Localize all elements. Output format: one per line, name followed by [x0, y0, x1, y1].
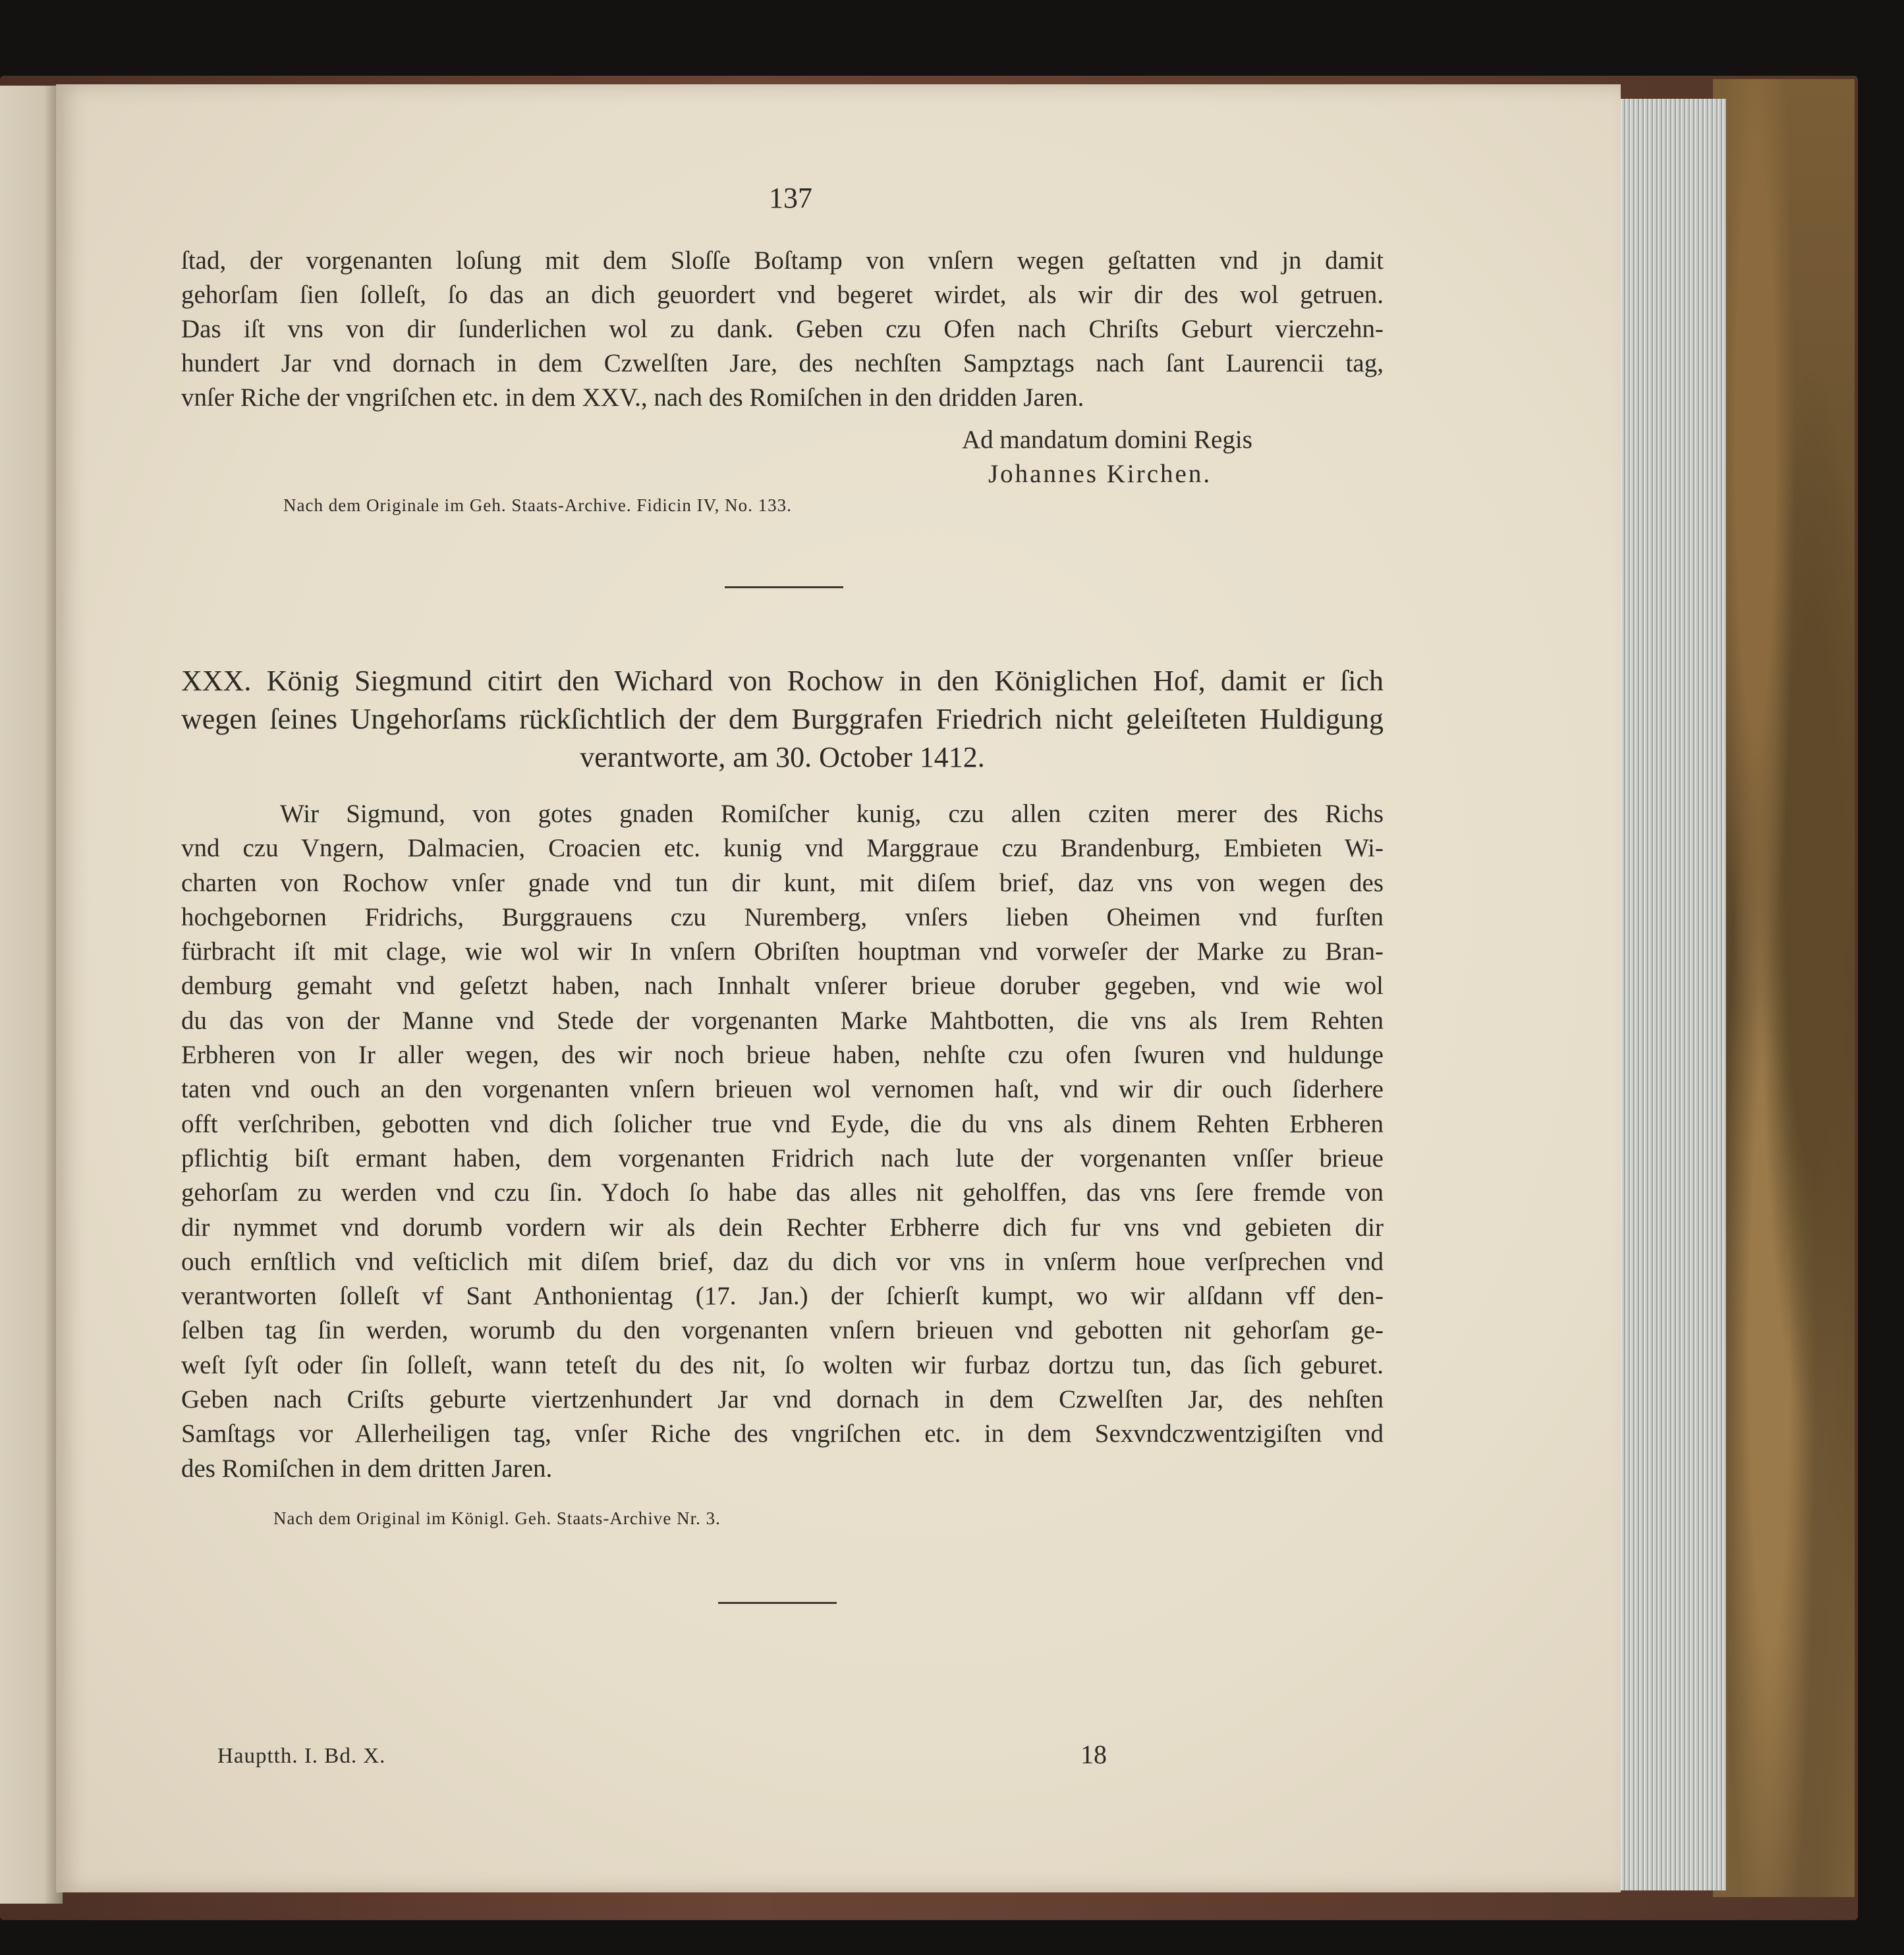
- text-line: Geben nach Criſts geburte viertzenhundert Jar vnd dornach in dem Czwelſten Jar, des nehſten: [181, 1385, 1384, 1414]
- text-line: ſtad, der vorgenanten loſung mit dem Sloſſe Boſtamp von vnſern wegen geſtatten vnd jn damit: [181, 246, 1384, 275]
- section-divider: [725, 586, 843, 588]
- text-line: des Romiſchen in dem dritten Jaren.: [181, 1454, 553, 1483]
- text-line: Samſtags vor Allerheiligen tag, vnſer Riche des vngriſchen etc. in dem Sexvndczwentzigiſten vnd: [181, 1419, 1384, 1448]
- section-divider: [718, 1602, 837, 1604]
- text-line: du das von der Manne vnd Stede der vorgenanten Marke Mahtbotten, die vns als Irem Rehten: [181, 1006, 1384, 1035]
- text-line: Wir Sigmund, von gotes gnaden Romiſcher kunig, czu allen cziten merer des Richs: [280, 800, 1384, 828]
- text-line: ouch ernſtlich vnd veſticlich mit diſem brief, daz du dich vor vns in vnſerm houe verſprechen vnd: [181, 1247, 1384, 1276]
- document-body: [181, 797, 1384, 1486]
- text-line: dir nymmet vnd dorumb vordern wir als dein Rechter Erbherre dich fur vns vnd gebieten dir: [181, 1213, 1384, 1242]
- text-line: ſelben tag ſin werden, worumb du den vorgenanten vnſern brieuen vnd gebotten nit gehorſam ge-: [181, 1316, 1384, 1345]
- text-line: Das iſt vns von dir ſunderlichen wol zu dank. Geben czu Ofen nach Chriſts Geburt vierczehn-: [181, 315, 1384, 343]
- signature-block: [962, 423, 1304, 491]
- document-heading: [181, 662, 1384, 777]
- text-line: hochgebornen Fridrichs, Burggrauens czu Nuremberg, vnſers lieben Oheimen vnd furſten: [181, 902, 1384, 931]
- text-line: verantworten ſolleſt vf Sant Anthonientag (17. Jan.) der ſchierſt kumpt, wo wir alſdann vff den-: [181, 1282, 1384, 1311]
- text-line: charten von Rochow vnſer gnade vnd tun dir kunt, mit diſem brief, daz vns von wegen des: [181, 868, 1384, 897]
- source-note: Nach dem Originale im Geh. Staats-Archive. Fidicin IV, No. 133.: [283, 495, 792, 515]
- source-note: Nach dem Original im Königl. Geh. Staats-Archive Nr. 3.: [273, 1508, 721, 1528]
- page-stack-edge: [1617, 99, 1726, 1890]
- text-line: vnd czu Vngern, Dalmacien, Croacien etc. kunig vnd Marggraue czu Brandenburg, Embieten Wi-: [181, 834, 1384, 863]
- text-line: fürbracht iſt mit clage, wie wol wir In vnſern Obriſten houptman vnd vorweſer der Marke zu Bran-: [181, 937, 1384, 966]
- text-line: gehorſam ſien ſolleſt, ſo das an dich geuordert vnd begeret wirdet, als wir dir des wol getruen.: [181, 281, 1384, 309]
- marbled-cover-edge: [1713, 79, 1855, 1897]
- footer-gathering-number: 18: [1080, 1740, 1107, 1769]
- text-line: hundert Jar vnd dornach in dem Czwelſten Jare, des nechſten Sampztags nach ſant Laurencii tag,: [181, 349, 1384, 377]
- footer-signature-mark: Hauptth. I. Bd. X.: [217, 1744, 386, 1768]
- text-line: demburg gemaht vnd geſetzt haben, nach Innhalt vnſerer brieue doruber gegeben, vnd wie wol: [181, 972, 1384, 1001]
- text-line: offt verſchriben, gebotten vnd dich ſolicher true vnd Eyde, die du vns als dinem Rehten Erbheren: [181, 1109, 1384, 1138]
- signature-line: Ad mandatum domini Regis: [962, 426, 1252, 454]
- heading-line: XXX. König Siegmund citirt den Wichard von Rochow in den Königlichen Hof, damit er ſich: [181, 665, 1384, 697]
- text-line: weſt ſyſt oder ſin ſolleſt, wann teteſt du des nit, ſo wolten wir furbaz dortzu tun, das ſich geburet.: [181, 1350, 1384, 1379]
- text-line: Erbheren von Ir aller wegen, des wir noch brieue haben, nehſte czu ofen ſwuren vnd huldunge: [181, 1041, 1384, 1070]
- signature-name: Johannes Kirchen.: [988, 460, 1212, 488]
- text-line: vnſer Riche der vngriſchen etc. in dem XXV., nach des Romiſchen in den dridden Jaren.: [181, 383, 1084, 412]
- page-number: 137: [769, 182, 812, 214]
- facing-page-edge: [0, 86, 63, 1904]
- text-line: gehorſam zu werden vnd czu ſin. Ydoch ſo habe das alles nit geholffen, das vns ſere fremde von: [181, 1178, 1384, 1207]
- heading-line: wegen ſeines Ungehorſams rückſichtlich der dem Burggrafen Friedrich nicht geleiſteten Huldigung: [181, 703, 1384, 735]
- text-line: pflichtig biſt ermant haben, dem vorgenanten Fridrich nach lute der vorgenanten vnſſer brieue: [181, 1143, 1384, 1172]
- heading-line: verantworte, am 30. October 1412.: [580, 741, 985, 773]
- continuation-text: [181, 244, 1384, 415]
- text-line: taten vnd ouch an den vorgenanten vnſern brieuen wol vernomen haſt, vnd wir dir ouch ſiderhere: [181, 1075, 1384, 1104]
